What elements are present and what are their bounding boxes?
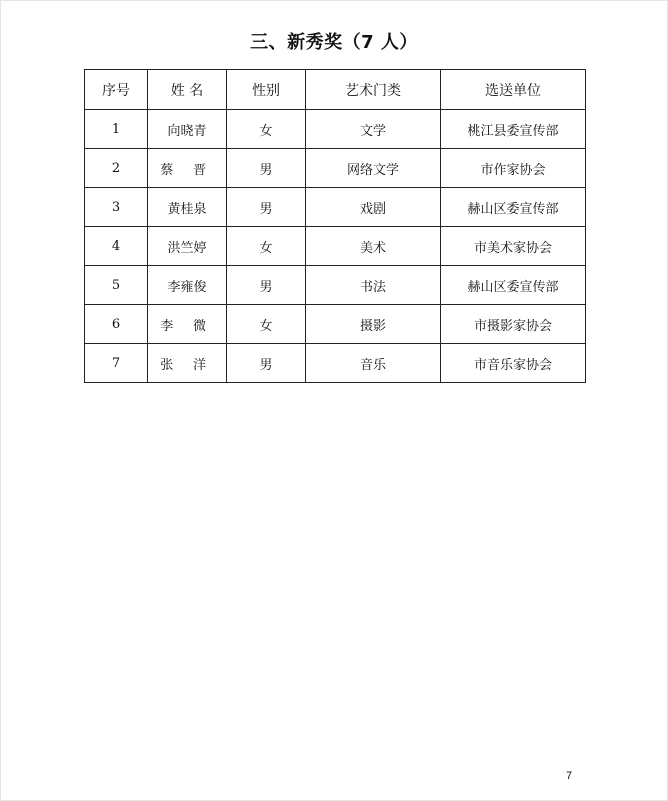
- award-table: [84, 69, 586, 383]
- cell-category: 书法: [306, 266, 441, 305]
- cell-name: 蔡 晋: [148, 149, 227, 188]
- page-number: 7: [566, 770, 573, 782]
- cell-index: 2: [85, 149, 148, 188]
- cell-index: 3: [85, 188, 148, 227]
- cell-unit: 市美术家协会: [441, 227, 586, 266]
- cell-unit: 市摄影家协会: [441, 305, 586, 344]
- table-row: [85, 305, 586, 344]
- cell-gender: 女: [227, 110, 306, 149]
- cell-index: 4: [85, 227, 148, 266]
- header-gender: 性别: [227, 70, 306, 110]
- cell-gender: 女: [227, 227, 306, 266]
- cell-gender: 男: [227, 344, 306, 383]
- page-title: 三、新秀奖（7 人）: [250, 32, 418, 53]
- table-row: [85, 227, 586, 266]
- cell-name: 洪竺婷: [148, 227, 227, 266]
- header-index: 序号: [85, 70, 148, 110]
- table-row: [85, 188, 586, 227]
- cell-index: 6: [85, 305, 148, 344]
- cell-category: 音乐: [306, 344, 441, 383]
- cell-index: 1: [85, 110, 148, 149]
- cell-gender: 男: [227, 188, 306, 227]
- cell-category: 戏剧: [306, 188, 441, 227]
- table-row: [85, 266, 586, 305]
- cell-gender: 男: [227, 149, 306, 188]
- cell-category: 文学: [306, 110, 441, 149]
- cell-name: 李雍俊: [148, 266, 227, 305]
- cell-category: 摄影: [306, 305, 441, 344]
- table-row: [85, 344, 586, 383]
- cell-name: 李 微: [148, 305, 227, 344]
- table-row: [85, 110, 586, 149]
- table-header-row: [85, 70, 586, 110]
- cell-unit: 市作家协会: [441, 149, 586, 188]
- table-row: [85, 149, 586, 188]
- cell-unit: 市音乐家协会: [441, 344, 586, 383]
- header-name: 姓 名: [148, 70, 227, 110]
- cell-unit: 桃江县委宣传部: [441, 110, 586, 149]
- cell-index: 5: [85, 266, 148, 305]
- cell-gender: 男: [227, 266, 306, 305]
- cell-name: 黄桂泉: [148, 188, 227, 227]
- cell-name: 张 洋: [148, 344, 227, 383]
- cell-category: 网络文学: [306, 149, 441, 188]
- header-category: 艺术门类: [306, 70, 441, 110]
- cell-unit: 赫山区委宣传部: [441, 266, 586, 305]
- cell-name: 向晓青: [148, 110, 227, 149]
- cell-gender: 女: [227, 305, 306, 344]
- header-unit: 选送单位: [441, 70, 586, 110]
- cell-category: 美术: [306, 227, 441, 266]
- cell-index: 7: [85, 344, 148, 383]
- cell-unit: 赫山区委宣传部: [441, 188, 586, 227]
